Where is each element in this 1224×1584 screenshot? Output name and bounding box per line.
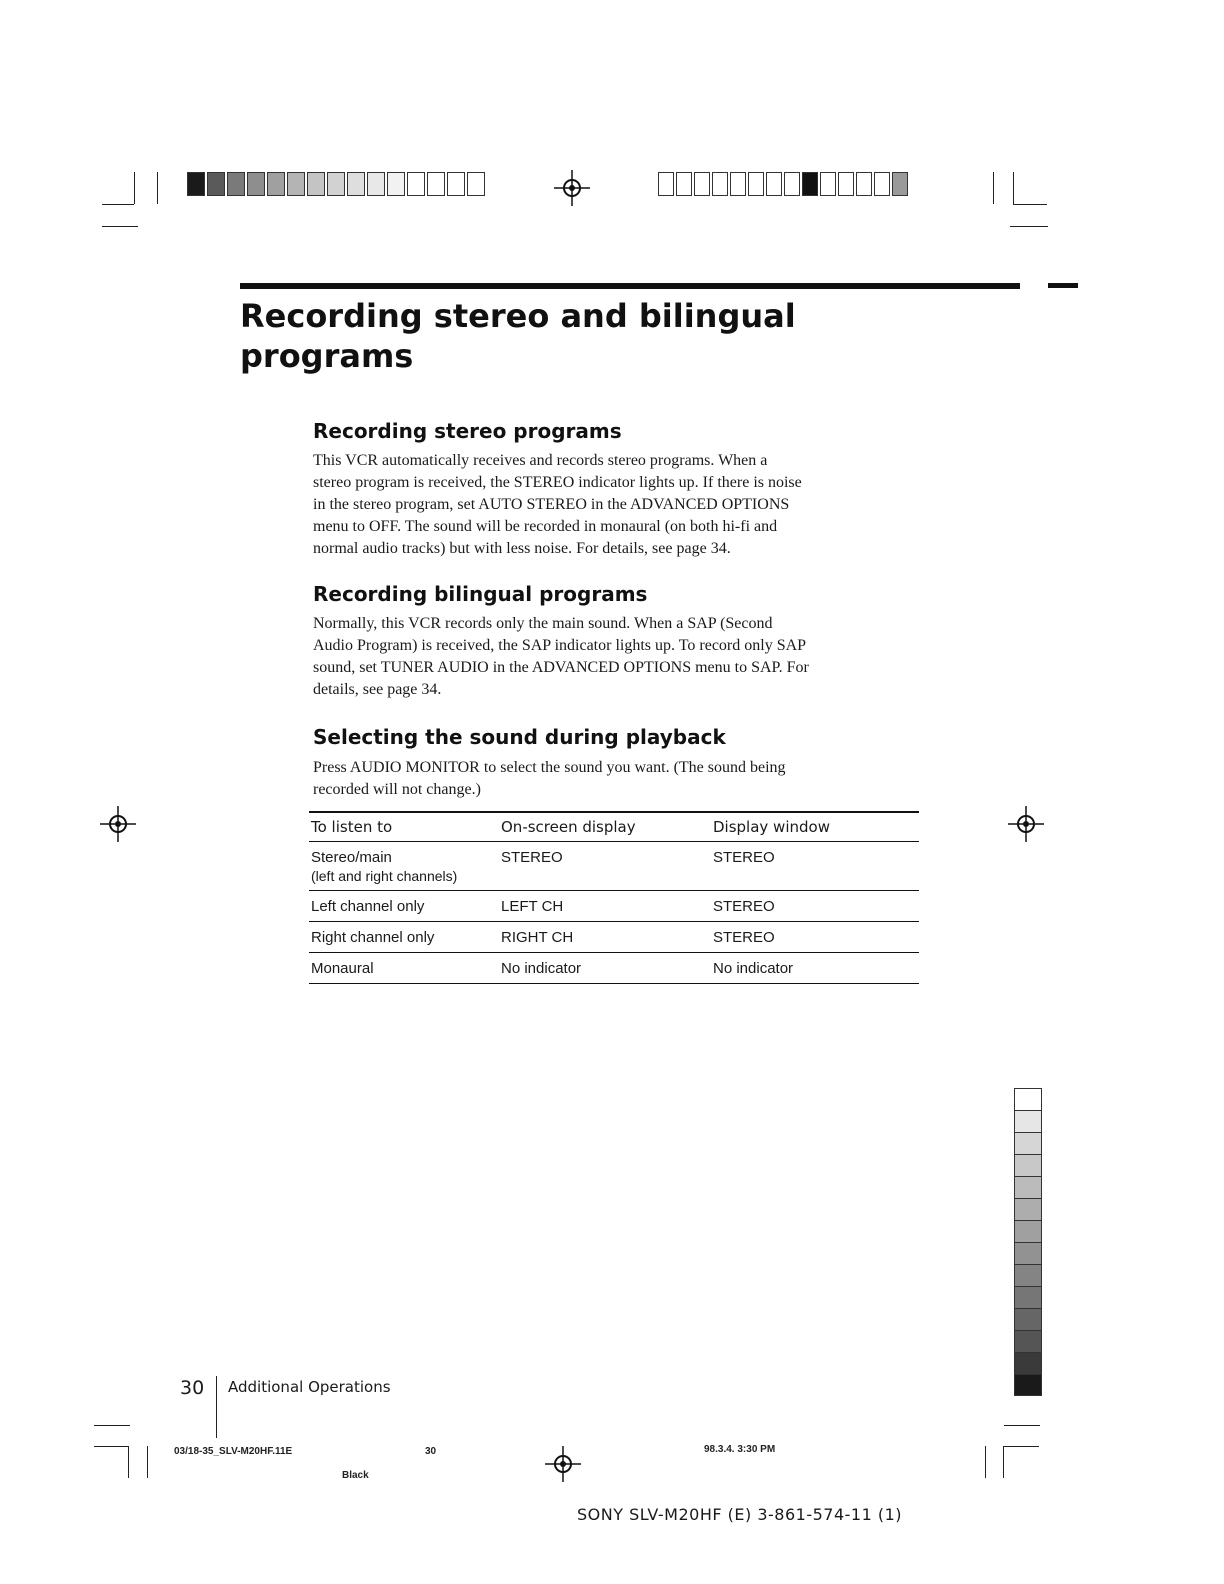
body-line: stereo program is received, the STEREO indicator lights up. If there is noise [313, 474, 802, 491]
cell-onscreen: No indicator [499, 953, 711, 984]
body-line: Press AUDIO MONITOR to select the sound you want. (The sound being [313, 759, 786, 776]
section-tab-marker [1048, 283, 1078, 288]
grayscale-calibration-strip [1014, 1088, 1042, 1396]
title-rule [240, 283, 1020, 289]
column-header-window: Display window [711, 812, 919, 842]
cell-listen: Monaural [309, 953, 499, 984]
section-body-playback [313, 757, 923, 801]
cell-onscreen: LEFT CH [499, 891, 711, 922]
body-line: normal audio tracks) but with less noise. For details, see page 34. [313, 540, 731, 557]
body-line: details, see page 34. [313, 681, 442, 698]
body-line: menu to OFF. The sound will be recorded in monaural (on both hi-fi and [313, 518, 778, 535]
registration-target-left-icon [100, 806, 136, 842]
body-line: sound, set TUNER AUDIO in the ADVANCED OPTIONS menu to SAP. For [313, 659, 809, 676]
cell-window: STEREO [711, 922, 919, 953]
cell-listen: Left channel only [309, 891, 499, 922]
section-heading-stereo: Recording stereo programs [313, 419, 622, 443]
cell-onscreen: STEREO [499, 842, 711, 891]
section-body-bilingual [313, 613, 923, 701]
footer-timestamp: 98.3.4. 3:30 PM [704, 1444, 776, 1455]
table-row [309, 842, 919, 891]
color-calibration-bar-left [187, 172, 487, 196]
body-line: Normally, this VCR records only the main sound. When a SAP (Second [313, 615, 773, 632]
section-body-stereo [313, 450, 923, 560]
footer-divider [216, 1376, 217, 1438]
footer-file-page: 30 [425, 1446, 437, 1457]
cell-listen-note: (left and right channels) [311, 868, 458, 884]
model-identifier: SONY SLV-M20HF (E) 3-861-574-11 (1) [577, 1505, 903, 1524]
page-title: Recording stereo and bilingual programs [240, 297, 796, 375]
table-row [309, 891, 919, 922]
registration-target-bottom-icon [545, 1446, 581, 1482]
sound-selection-table [309, 811, 919, 984]
table-header-row [309, 812, 919, 842]
footer-section-name: Additional Operations [228, 1378, 391, 1396]
table-row [309, 922, 919, 953]
body-line: in the stereo program, set AUTO STEREO in the ADVANCED OPTIONS [313, 496, 790, 513]
footer-file-name: 03/18-35_SLV-M20HF.11E [174, 1446, 293, 1457]
section-heading-playback: Selecting the sound during playback [313, 725, 726, 749]
footer-color-label: Black [342, 1470, 369, 1481]
cell-window: STEREO [711, 842, 919, 891]
cell-window: No indicator [711, 953, 919, 984]
page-number: 30 [180, 1377, 205, 1399]
table-row [309, 953, 919, 984]
cell-listen: Right channel only [309, 922, 499, 953]
cell-listen-label: Stereo/main [311, 849, 392, 866]
body-line: Audio Program) is received, the SAP indicator lights up. To record only SAP [313, 637, 807, 654]
body-line: This VCR automatically receives and records stereo programs. When a [313, 452, 768, 469]
column-header-onscreen: On-screen display [499, 812, 711, 842]
registration-target-icon [554, 170, 590, 206]
cell-onscreen: RIGHT CH [499, 922, 711, 953]
column-header-listen: To listen to [309, 812, 499, 842]
color-calibration-bar-right [658, 172, 910, 196]
section-heading-bilingual: Recording bilingual programs [313, 582, 648, 606]
body-line: recorded will not change.) [313, 781, 481, 798]
cell-window: STEREO [711, 891, 919, 922]
cell-listen [309, 842, 499, 891]
registration-target-right-icon [1008, 806, 1044, 842]
